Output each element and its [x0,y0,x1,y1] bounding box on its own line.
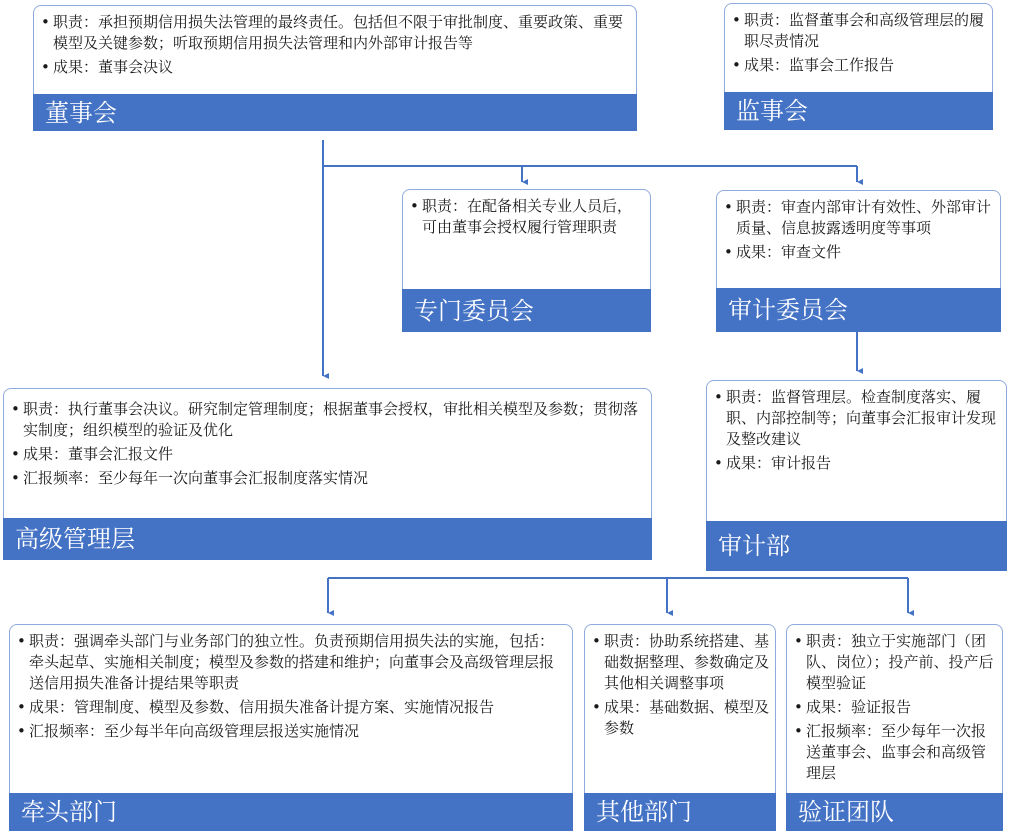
audit-dept-duty: • 职责：监督管理层。检查制度落实、履职、内部控制等；向董事会汇报审计发现及整改建议 [712,387,1000,450]
senior-mgmt-title: 高级管理层 [3,518,652,560]
senior-mgmt-output: • 成果：董事会汇报文件 [9,444,645,465]
board-output: • 成果：董事会决议 [39,57,630,78]
audit-committee-box [716,190,1001,332]
supervisory-output: • 成果：监事会工作报告 [730,55,986,76]
senior-mgmt-frequency: • 汇报频率：至少每年一次向董事会汇报制度落实情况 [9,468,645,489]
lead-dept-items [15,631,566,745]
supervisory-box [724,3,993,130]
validation-team-output: • 成果：验证报告 [792,697,996,718]
senior-mgmt-duty: • 职责：执行董事会决议。研究制定管理制度；根据董事会授权，审批相关模型及参数；贯彻落实制度；组织模型的验证及优化 [9,399,645,441]
board-duty: • 职责：承担预期信用损失法管理的最终责任。包括但不限于审批制度、重要政策、重要模型及关键参数；听取预期信用损失法管理和内外部审计报告等 [39,12,630,54]
senior-mgmt-box [3,388,652,560]
supervisory-duty: • 职责：监督董事会和高级管理层的履职尽责情况 [730,10,986,52]
other-dept-box [584,624,776,831]
special-committee-items [408,196,644,241]
validation-team-frequency: • 汇报频率：至少每年一次报送董事会、监事会和高级管理层 [792,721,996,784]
other-dept-duty: • 职责：协助系统搭建、基础数据整理、参数确定及其他相关调整事项 [590,631,769,694]
special-committee-box [402,189,651,332]
validation-team-items [792,631,996,787]
validation-team-box [786,624,1003,831]
audit-dept-items [712,387,1000,477]
special-committee-duty: • 职责：在配备相关专业人员后，可由董事会授权履行管理职责 [408,196,644,238]
lead-dept-output: • 成果：管理制度、模型及参数、信用损失准备计提方案、实施情况报告 [15,697,566,718]
other-dept-items [590,631,769,742]
lead-dept-duty: • 职责：强调牵头部门与业务部门的独立性。负责预期信用损失法的实施，包括：牵头起草、实施相关制度；模型及参数的搭建和维护；向董事会及高级管理层报送信用损失准备计提结果等职责 [15,631,566,694]
audit-committee-duty: • 职责：审查内部审计有效性、外部审计质量、信息披露透明度等事项 [722,197,994,239]
audit-committee-title: 审计委员会 [716,288,1001,332]
lead-dept-box [9,624,573,831]
audit-committee-items [722,197,994,266]
supervisory-title: 监事会 [724,92,993,130]
audit-dept-output: • 成果：审计报告 [712,453,1000,474]
lead-dept-frequency: • 汇报频率：至少每半年向高级管理层报送实施情况 [15,721,566,742]
audit-dept-box [706,380,1007,571]
audit-committee-output: • 成果：审查文件 [722,242,994,263]
validation-team-title: 验证团队 [786,793,1003,831]
supervisory-items [730,10,986,79]
senior-mgmt-items [9,399,645,492]
audit-dept-title: 审计部 [706,521,1007,571]
validation-team-duty: • 职责：独立于实施部门（团队、岗位）；投产前、投产后模型验证 [792,631,996,694]
board-box [33,5,637,131]
special-committee-title: 专门委员会 [402,289,651,332]
lead-dept-title: 牵头部门 [9,793,573,831]
board-title: 董事会 [33,94,637,131]
other-dept-output: • 成果：基础数据、模型及参数 [590,697,769,739]
other-dept-title: 其他部门 [584,793,776,831]
board-items [39,12,630,81]
